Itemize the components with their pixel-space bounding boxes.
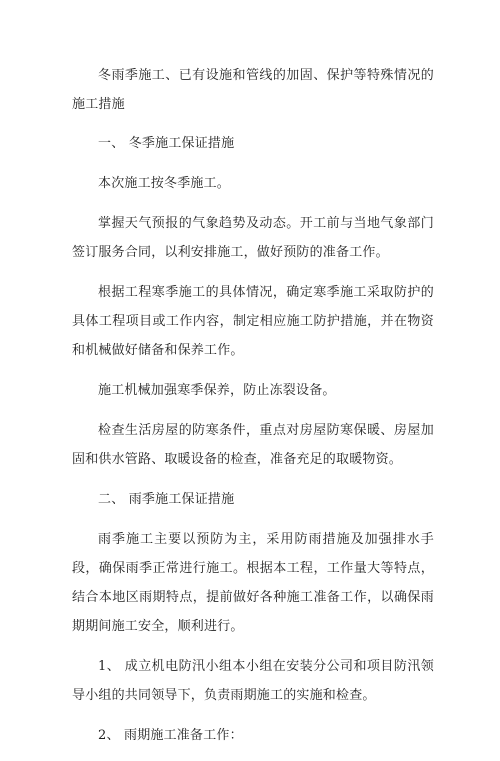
paragraph: 掌握天气预报的气象趋势及动态。开工前与当地气象部门签订服务合同，以利安排施工，做好预防的准备工作。 [72,216,434,260]
paragraph: 雨季施工主要以预防为主，采用防雨措施及加强排水手段，确保雨季正常进行施工。根据本工程，工作量大等特点，结合本地区雨期特点，提前做好各种施工准备工作，以确保雨期期间施工安全，顺利进行。 [72,532,434,634]
paragraph: 2、 雨期施工准备工作： [98,728,243,743]
document-body [72,61,434,761]
section-heading-winter: 一、 冬季施工保证措施 [98,136,235,151]
paragraph: 施工机械加强寒季保养，防止冻裂设备。 [98,383,336,398]
paragraph: 检查生活房屋的防寒条件，重点对房屋防寒保暖、房屋加固和供水管路、取暖设备的检查，准备充足的取暖物资。 [72,423,434,467]
section-heading-rainy: 二、 雨季施工保证措施 [98,492,235,507]
paragraph: 根据工程寒季施工的具体情况，确定寒季施工采取防护的具体工程项目或工作内容，制定相应施工防护措施，并在物资和机械做好储备和保养工作。 [72,285,434,358]
paragraph: 1、 成立机电防汛小组本小组在安装分公司和项目防汛领导小组的共同领导下，负责雨期施工的实施和检查。 [72,659,434,703]
paragraph: 本次施工按冬季施工。 [98,176,231,191]
document-title: 冬雨季施工、已有设施和管线的加固、保护等特殊情况的施工措施 [72,68,434,112]
